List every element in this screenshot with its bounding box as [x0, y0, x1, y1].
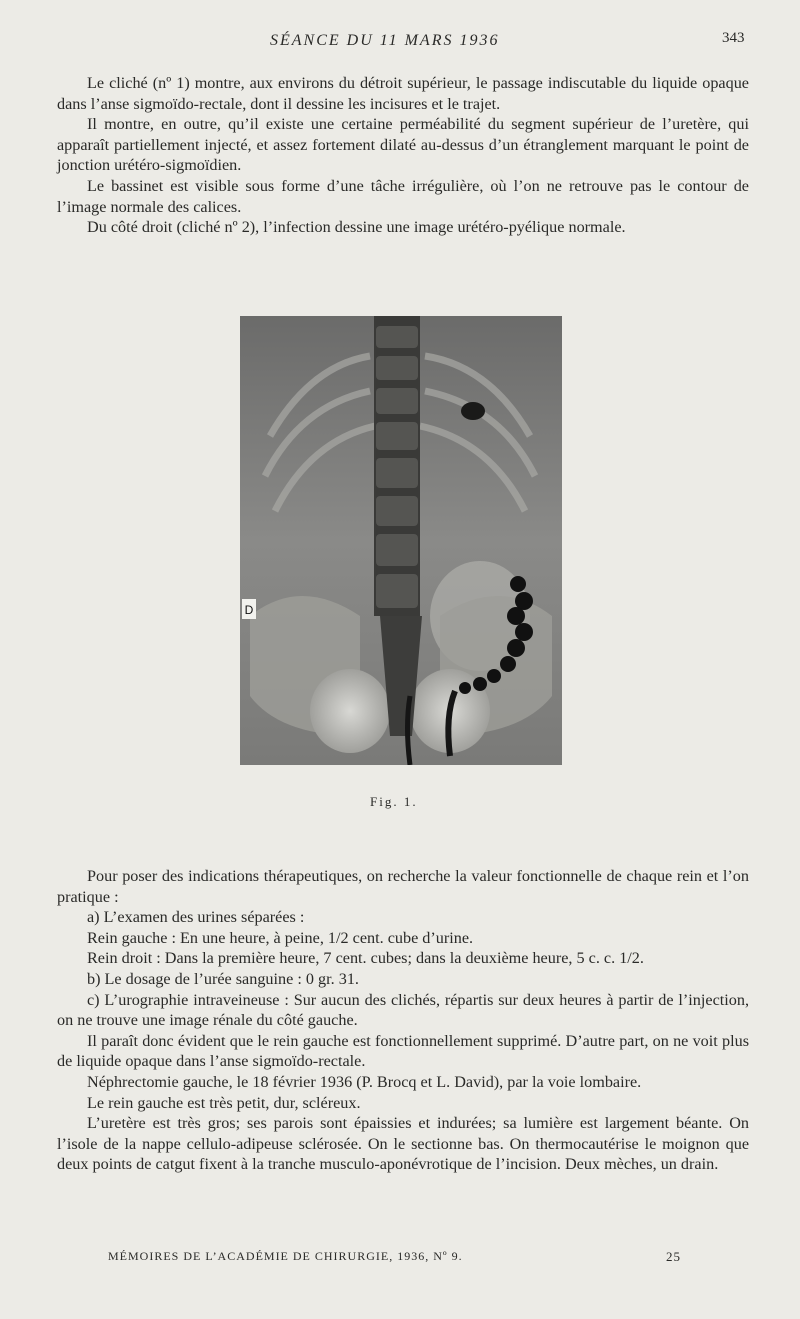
running-title: SÉANCE DU 11 MARS 1936 [270, 32, 500, 49]
paragraph: Du côté droit (cliché nº 2), l’infection dessine une image urétéro-pyélique normale. [87, 218, 626, 237]
figure-caption: Fig. 1. [370, 794, 418, 809]
xray-figure [240, 316, 562, 765]
paragraph: Pour poser des indications thérapeutiques, on recherche la valeur fonctionnelle de chaque rein et l’on pratique : [57, 867, 749, 906]
paragraph: Néphrectomie gauche, le 18 février 1936 (P. Brocq et L. David), par la voie lombaire. [87, 1072, 642, 1091]
paragraph: Rein droit : Dans la première heure, 7 cent. cubes; dans la deuxième heure, 5 c. c. 1/2. [87, 949, 644, 968]
page-footer [108, 1249, 698, 1264]
paragraph: Le bassinet est visible sous forme d’une tâche irrégulière, où l’on ne retrouve pas le contour de l’image normale des calices. [57, 176, 749, 216]
paragraph: Il paraît donc évident que le rein gauche est fonctionnellement supprimé. D’autre part, on ne voit plus de liquide opaque dans l’anse sigmoïdo-rectale. [57, 1031, 749, 1071]
paragraph: Il montre, en outre, qu’il existe une certaine perméabilité du segment supérieur de l’uretère, qui apparaît partiellement injecté, et assez fortement dilaté au-dessus d’un étranglement marquant le point de jonction urétéro-sigmoïdien. [57, 115, 749, 175]
body-text-bottom [57, 866, 749, 1175]
paragraph: a) L’examen des urines séparées : [87, 908, 305, 927]
page-number: 343 [722, 30, 745, 46]
page-header [0, 30, 800, 54]
paragraph: Rein gauche : En une heure, à peine, 1/2 cent. cube d’urine. [87, 928, 474, 947]
side-marker: D [244, 603, 254, 617]
paragraph: L’uretère est très gros; ses parois sont épaissies et indurées; sa lumière est largement béante. On l’isole de la nappe cellulo-adipeuse sclérosée. On le sectionne bas. On thermocautérise le moignon que deux points de catgut fixent à la tranche musculo-aponévrotique de l’incision. Deux mèches, un drain. [57, 1114, 749, 1174]
paragraph: Le cliché (nº 1) montre, aux environs du détroit supérieur, le passage indiscutable du liquide opaque dans l’anse sigmoïdo-rectale, dont il dessine les incisures et le trajet. [57, 74, 749, 113]
paragraph: Le rein gauche est très petit, dur, scléreux. [87, 1093, 361, 1112]
journal-reference: MÉMOIRES DE L’ACADÉMIE DE CHIRURGIE, 1936, Nº 9. [108, 1249, 463, 1263]
paragraph: b) Le dosage de l’urée sanguine : 0 gr. 31. [87, 969, 359, 988]
xray-image [240, 316, 562, 765]
sheet-number: 25 [666, 1249, 681, 1264]
body-text-top [57, 73, 749, 238]
paragraph: c) L’urographie intraveineuse : Sur aucun des clichés, répartis sur deux heures à partir de l’injection, on ne trouve une image rénale du côté gauche. [57, 990, 749, 1030]
